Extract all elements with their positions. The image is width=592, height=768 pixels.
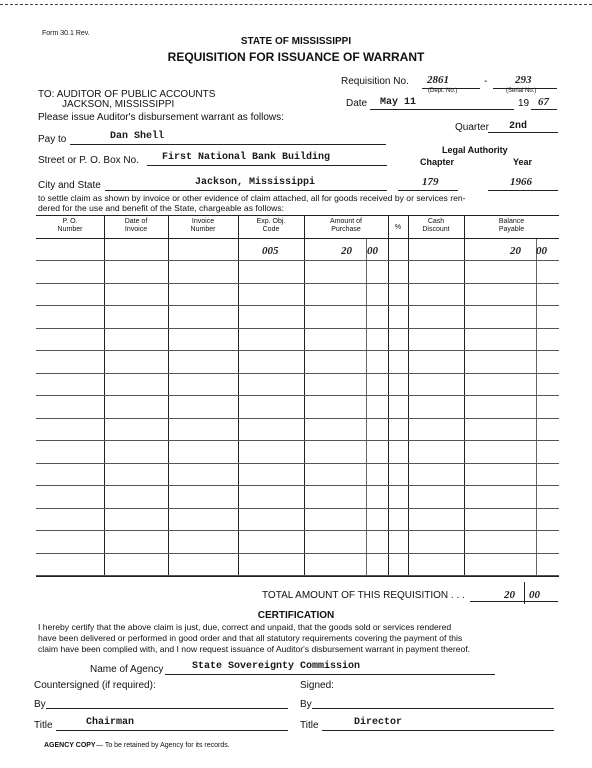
header-balance-payable: Balance Payable — [498, 218, 525, 233]
date-value: May 11 — [380, 97, 417, 108]
left-by-line — [46, 708, 288, 709]
year-prefix: 19 — [518, 98, 530, 109]
to-auditor: TO: AUDITOR OF PUBLIC ACCOUNTS — [38, 89, 216, 100]
street-value: First National Bank Building — [162, 152, 331, 163]
left-title-line — [56, 730, 288, 731]
table-row — [36, 373, 559, 374]
header-percent: % — [394, 224, 402, 231]
table-row — [36, 283, 559, 284]
table-row — [36, 508, 559, 509]
left-title-value: Chairman — [86, 717, 135, 728]
table-column-divider — [104, 216, 105, 576]
certification-text-line3: claim have been complied with, and I now request issuance of Auditor's disbursement warrant in payment thereof. — [38, 644, 471, 654]
header-cash-discount: Cash Discount — [422, 218, 450, 233]
right-by-label: By — [300, 699, 312, 710]
retained-text: — To be retained by Agency for its records. — [96, 742, 230, 749]
total-cents: 00 — [529, 589, 540, 601]
table-column-divider — [238, 216, 239, 576]
table-row — [36, 418, 559, 419]
serial-number: 293 — [515, 74, 532, 86]
certification-text-line1: I hereby certify that the above claim is just, due, correct and unpaid, that the goods sold or services rendered — [38, 622, 452, 632]
chapter-line — [398, 190, 458, 191]
pay-to-value: Dan Shell — [110, 131, 165, 142]
agency-value: State Sovereignty Commission — [192, 661, 361, 672]
total-cents-divider — [524, 582, 525, 604]
line-items-table — [36, 215, 559, 577]
table-row — [36, 530, 559, 531]
pay-to-label: Pay to — [38, 134, 67, 145]
dept-no-caption: (Dept. No.) — [428, 88, 458, 94]
table-row — [36, 440, 559, 441]
please-issue-text: Please issue Auditor's disbursement warrant as follows: — [38, 112, 284, 123]
row1-exp-obj-code: 005 — [262, 245, 279, 257]
settle-text-line2: dered for the use and benefit of the State, chargeable as follows: — [38, 203, 285, 213]
table-row — [36, 575, 559, 576]
certification-text-line2: have been delivered or performed in good order and that all statutory requirements covering the payment of this — [38, 633, 463, 643]
state-heading: STATE OF MISSISSIPPI — [240, 36, 352, 47]
table-row — [36, 485, 559, 486]
row1-balance-cents: 00 — [536, 245, 547, 257]
table-column-divider — [388, 216, 389, 576]
chapter-value: 179 — [422, 176, 439, 188]
table-row — [36, 553, 559, 554]
header-po-number: P. O. Number — [57, 218, 83, 233]
cents-divider — [366, 238, 367, 576]
agency-label: Name of Agency — [90, 664, 164, 675]
cents-divider — [536, 238, 537, 576]
year-value: 67 — [538, 96, 549, 108]
total-line — [470, 601, 558, 602]
total-dollars: 20 — [504, 589, 515, 601]
quarter-value: 2nd — [509, 121, 528, 132]
form-title: REQUISITION FOR ISSUANCE OF WARRANT — [167, 50, 425, 64]
row1-amount-dollars: 20 — [341, 245, 352, 257]
street-label: Street or P. O. Box No. — [38, 155, 139, 166]
year-heading: Year — [513, 157, 533, 167]
tear-line — [0, 4, 592, 5]
form-number: Form 30.1 Rev. — [42, 30, 90, 37]
date-line — [370, 109, 514, 110]
table-column-divider — [168, 216, 169, 576]
table-row — [36, 463, 559, 464]
quarter-label: Quarter — [455, 122, 489, 133]
settle-text-line1: to settle claim as shown by invoice or other evidence of claim attached, all for goods received by or services ren- — [38, 193, 466, 203]
right-title-value: Director — [354, 717, 403, 728]
right-by-line — [312, 708, 554, 709]
table-column-divider — [464, 216, 465, 576]
city-line — [105, 190, 387, 191]
signed-label: Signed: — [300, 680, 334, 691]
left-title-label: Title — [34, 720, 53, 731]
year-line — [531, 109, 557, 110]
requisition-label: Requisition No. — [341, 76, 409, 87]
right-title-line — [322, 730, 554, 731]
street-line — [147, 165, 387, 166]
requisition-number: 2861 — [427, 74, 449, 86]
total-label: TOTAL AMOUNT OF THIS REQUISITION . . . — [262, 590, 465, 601]
header-date-of-invoice: Date of Invoice — [124, 218, 148, 233]
city-label: City and State — [38, 180, 101, 191]
chapter-heading: Chapter — [420, 157, 455, 167]
header-invoice-number: Invoice Number — [190, 218, 216, 233]
to-jackson: JACKSON, MISSISSIPPI — [62, 99, 175, 110]
countersigned-label: Countersigned (if required): — [34, 680, 156, 691]
legal-authority-heading: Legal Authority — [442, 145, 508, 155]
table-header-separator — [36, 238, 559, 239]
serial-no-caption: (Serial No.) — [506, 88, 537, 94]
table-row — [36, 328, 559, 329]
city-value: Jackson, Mississippi — [195, 177, 316, 188]
agency-line — [165, 674, 495, 675]
row1-balance-dollars: 20 — [510, 245, 521, 257]
certification-heading: CERTIFICATION — [257, 610, 335, 621]
header-amount-of-purchase: Amount of Purchase — [330, 218, 362, 233]
table-column-divider — [304, 216, 305, 576]
header-exp-obj-code: Exp. Obj. Code — [256, 218, 286, 233]
table-row — [36, 395, 559, 396]
right-title-label: Title — [300, 720, 319, 731]
table-column-divider — [408, 216, 409, 576]
table-row — [36, 260, 559, 261]
authority-year-value: 1966 — [510, 176, 532, 188]
table-row — [36, 305, 559, 306]
pay-to-line — [70, 144, 386, 145]
authority-year-line — [488, 190, 558, 191]
left-by-label: By — [34, 699, 46, 710]
date-label: Date — [346, 98, 368, 109]
agency-copy-label: AGENCY COPY — [44, 742, 96, 749]
row1-amount-cents: 00 — [367, 245, 378, 257]
quarter-line — [488, 132, 558, 133]
table-row — [36, 350, 559, 351]
